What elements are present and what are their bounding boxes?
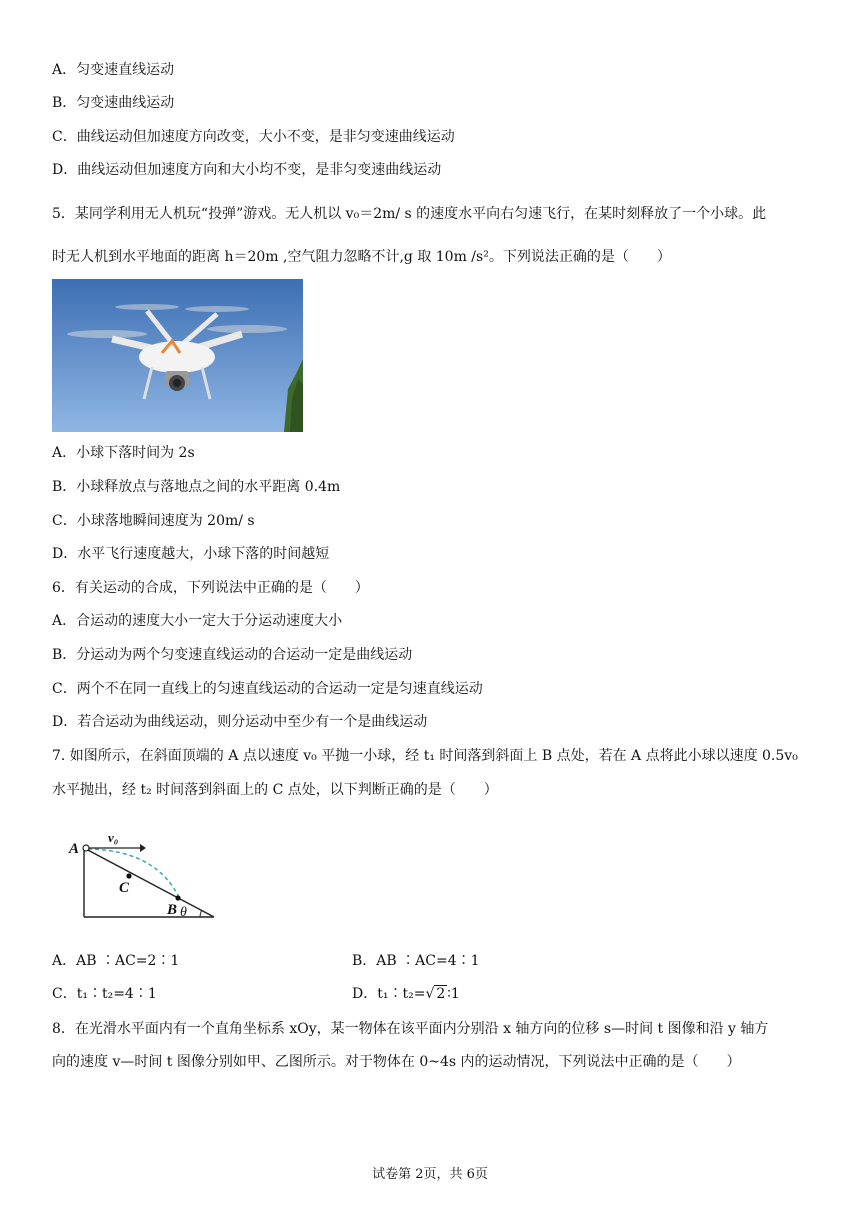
q7-stem-line2: 水平抛出，经 t₂ 时间落到斜面上的 C 点处，以下判断正确的是（ ） [52,782,498,798]
q4-option-d: D．曲线运动但加速度方向和大小均不变，是非匀变速曲线运动 [52,162,442,178]
q5-option-b: B．小球释放点与落地点之间的水平距离 0.4m [52,479,341,495]
q6-stem: 6．有关运动的合成，下列说法中正确的是（ ） [52,580,369,596]
q5-option-d: D．水平飞行速度越大，小球下落的时间越短 [52,546,330,562]
q5-option-c: C．小球落地瞬间速度为 20m/ s [52,513,255,529]
q5-option-a: A．小球下落时间为 2s [52,445,195,461]
q7-option-d-suffix: ∶1 [447,986,460,1002]
q4-option-c: C．曲线运动但加速度方向改变，大小不变，是非匀变速曲线运动 [52,129,455,145]
q4-option-b: B．匀变速曲线运动 [52,95,175,111]
diagram-label-v0: v₀ [108,830,119,845]
q8-stem-line2: 向的速度 v—时间 t 图像分别如甲、乙图所示。对于物体在 0~4s 内的运动情况，下列说法中正确的是（ ） [52,1054,741,1070]
q7-option-c: C．t₁∶t₂=4∶1 [52,986,157,1002]
q7-stem-line1: 7. 如图所示，在斜面顶端的 A 点以速度 v₀ 平抛一小球，经 t₁ 时间落到斜面上 B 点处，若在 A 点将此小球以速度 0.5v₀ [52,748,798,764]
q7-option-d-prefix: D．t₁∶t₂= [352,986,426,1002]
diagram-label-theta: θ [180,905,187,920]
q5-stem-line2: 时无人机到水平地面的距离 h＝20m ,空气阻力忽略不计,g 取 10m /s²。下列说法正确的是（ ） [52,249,671,265]
q7-option-b: B．AB ∶AC=4∶1 [352,953,480,969]
sqrt-symbol: √ [425,986,435,1002]
q4-option-a: A．匀变速直线运动 [52,62,175,78]
q6-option-d: D．若合运动为曲线运动，则分运动中至少有一个是曲线运动 [52,714,428,730]
q6-option-a: A．合运动的速度大小一定大于分运动速度大小 [52,613,343,629]
diagram-label-b: B [167,902,178,918]
drone-photo [52,279,303,432]
q6-option-c: C．两个不在同一直线上的匀速直线运动的合运动一定是匀速直线运动 [52,681,483,697]
q8-stem-line1: 8．在光滑水平面内有一个直角坐标系 xOy，某一物体在该平面内分别沿 x 轴方向的位移 s—时间 t 图像和沿 y 轴方 [52,1021,769,1037]
q7-option-d-root: 2 [436,986,446,1002]
diagram-label-c: C [119,880,130,896]
page-footer: 试卷第 2页，共 6页 [372,1167,488,1182]
diagram-label-a: A [69,841,80,857]
q5-stem-line1: 5．某同学利用无人机玩“投弹”游戏。无人机以 v₀＝2m/ s 的速度水平向右匀速飞行，在某时刻释放了一个小球。此 [52,206,767,222]
q7-option-a: A．AB ∶AC=2∶1 [52,953,180,969]
q6-option-b: B．分运动为两个匀变速直线运动的合运动一定是曲线运动 [52,647,413,663]
incline-diagram [60,820,220,920]
q7-option-d [352,985,460,1003]
